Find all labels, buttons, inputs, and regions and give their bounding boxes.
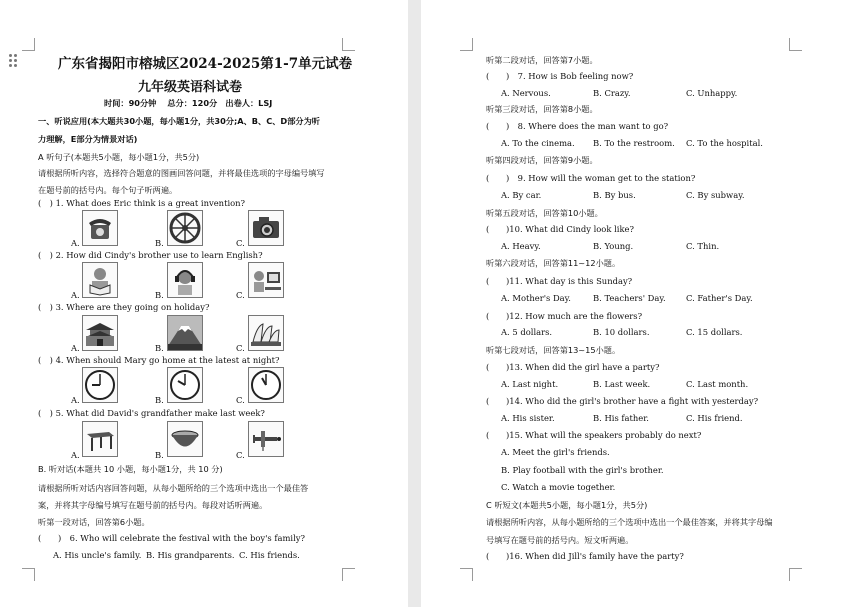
section-b-heading: B. 听对话(本题共 10 小题，每小题1分，共 10 分) xyxy=(38,464,223,474)
option-label: B. xyxy=(155,395,164,405)
answer-option: A. Mother's Day. xyxy=(501,293,571,303)
crop-mark xyxy=(789,568,802,581)
question-stem: ( )14. Who did the girl's brother have a fight with yesterday? xyxy=(486,396,759,406)
question-stem: ( ) 9. How will the woman get to the station? xyxy=(486,173,696,183)
exam-meta: 时间：90分钟 总分：120分 出卷人：LSJ xyxy=(104,98,273,108)
answer-option: A. His uncle's family. xyxy=(53,550,142,560)
question-stem: ( )10. What did Cindy look like? xyxy=(486,224,634,234)
option-label: C. xyxy=(236,450,245,460)
option-label: B. xyxy=(155,238,164,248)
answer-option: B. Teachers' Day. xyxy=(593,293,666,303)
answer-option: B. Play football with the girl's brother. xyxy=(501,465,664,475)
answer-option: B. Crazy. xyxy=(593,88,631,98)
section-heading: 听第六段对话，回答第11~12小题。 xyxy=(486,258,621,268)
section-b-instruction: 案，并将其字母编号填写在题号前的括号内。每段对话听两遍。 xyxy=(38,500,268,510)
answer-option: A. Last night. xyxy=(501,379,559,389)
question-stem: ( ) 8. Where does the man want to go? xyxy=(486,121,669,131)
option-label: A. xyxy=(71,343,80,353)
answer-option: C. Unhappy. xyxy=(686,88,738,98)
section-b-instruction: 请根据所听对话内容回答问题，从每小题所给的三个选项中选出一个最佳答 xyxy=(38,483,309,493)
section-a-heading: A 听句子(本题共5小题，每小题1分，共5分) xyxy=(38,152,200,162)
question-stem: ( )13. When did the girl have a party? xyxy=(486,362,660,372)
option-label: B. xyxy=(155,290,164,300)
option-label: A. xyxy=(71,290,80,300)
answer-option: B. His father. xyxy=(593,413,649,423)
part1-heading-line2: 力理解，E部分为情景对话) xyxy=(38,134,138,144)
opera-house-icon xyxy=(248,315,284,351)
section-heading: 听第三段对话，回答第8小题。 xyxy=(486,104,598,114)
answer-option: C. Watch a movie together. xyxy=(501,482,616,492)
dialog-heading: 听第一段对话，回答第6小题。 xyxy=(38,517,150,527)
boy-headphones-icon xyxy=(167,262,203,298)
option-label: A. xyxy=(71,395,80,405)
camera-icon xyxy=(248,210,284,246)
crop-mark xyxy=(22,38,35,51)
section-a-instruction: 请根据所听内容，选择符合题意的图画回答问题，并将最佳选项的字母编号填写 xyxy=(38,168,325,178)
question-stem: ( ) 7. How is Bob feeling now? xyxy=(486,71,634,81)
answer-option: B. Last week. xyxy=(593,379,651,389)
crop-mark xyxy=(789,38,802,51)
bowl-icon xyxy=(167,421,203,457)
mount-fuji-icon xyxy=(167,315,203,351)
question-stem: ( ) 3. Where are they going on holiday? xyxy=(38,302,210,312)
option-label: C. xyxy=(236,238,245,248)
section-heading: 听第七段对话，回答第13~15小题。 xyxy=(486,345,621,355)
question-stem: ( )12. How much are the flowers? xyxy=(486,311,643,321)
boy-computer-icon xyxy=(248,262,284,298)
section-heading: 听第二段对话，回答第7小题。 xyxy=(486,55,598,65)
question-stem: ( ) 1. What does Eric think is a great invention? xyxy=(38,198,246,208)
option-label: C. xyxy=(236,395,245,405)
exam-page-left xyxy=(0,0,408,607)
answer-option: A. Meet the girl's friends. xyxy=(501,447,610,457)
option-label: A. xyxy=(71,238,80,248)
part1-heading-line1: 一、听说应用(本大题共30小题，每小题1分，共30分;A、B、C、D部分为听 xyxy=(38,116,320,126)
exam-page-right xyxy=(421,0,866,607)
crop-mark xyxy=(460,568,473,581)
section-heading: 听第五段对话，回答第10小题。 xyxy=(486,208,603,218)
table-icon xyxy=(82,421,118,457)
answer-option: B. By bus. xyxy=(593,190,636,200)
answer-option: C. By subway. xyxy=(686,190,745,200)
question-stem: ( )15. What will the speakers probably do next? xyxy=(486,430,702,440)
exam-subtitle: 九年级英语科试卷 xyxy=(138,80,243,95)
answer-option: C. To the hospital. xyxy=(686,138,763,148)
answer-option: A. His sister. xyxy=(501,413,555,423)
answer-option: B. His grandparents. xyxy=(146,550,235,560)
drag-handle-icon[interactable] xyxy=(9,54,19,68)
question-stem: ( ) 6. Who will celebrate the festival with the boy's family? xyxy=(38,533,306,543)
question-stem: ( )11. What day is this Sunday? xyxy=(486,276,633,286)
answer-option: C. 15 dollars. xyxy=(686,327,743,337)
answer-option: A. Nervous. xyxy=(501,88,551,98)
answer-option: B. 10 dollars. xyxy=(593,327,650,337)
section-heading: 听第四段对话，回答第9小题。 xyxy=(486,155,598,165)
question-stem: ( ) 2. How did Cindy's brother use to learn English? xyxy=(38,250,263,260)
clock-nine-icon xyxy=(82,367,118,403)
exam-title: 广东省揭阳市榕城区2024-2025第1-7单元试卷 xyxy=(58,56,353,72)
option-label: C. xyxy=(236,343,245,353)
crop-mark xyxy=(22,568,35,581)
crop-mark xyxy=(342,38,355,51)
option-label: B. xyxy=(155,343,164,353)
crop-mark xyxy=(342,568,355,581)
telephone-icon xyxy=(82,210,118,246)
question-stem: ( ) 4. When should Mary go home at the latest at night? xyxy=(38,355,280,365)
clock-ten-icon xyxy=(167,367,203,403)
section-heading: 请根据所听内容，从每小题所给的三个选项中选出一个最佳答案，并将其字母编 xyxy=(486,517,773,527)
answer-option: C. Father's Day. xyxy=(686,293,753,303)
answer-option: C. Last month. xyxy=(686,379,749,389)
answer-option: C. Thin. xyxy=(686,241,720,251)
option-label: A. xyxy=(71,450,80,460)
wheel-icon xyxy=(167,210,203,246)
option-label: B. xyxy=(155,450,164,460)
section-a-instruction: 在题号前的括号内。每个句子听两遍。 xyxy=(38,185,178,195)
answer-option: A. 5 dollars. xyxy=(501,327,553,337)
plane-icon xyxy=(248,421,284,457)
answer-option: B. Young. xyxy=(593,241,634,251)
answer-option: B. To the restroom. xyxy=(593,138,675,148)
question-stem: ( ) 5. What did David's grandfather make last week? xyxy=(38,408,265,418)
tiananmen-icon xyxy=(82,315,118,351)
answer-option: A. Heavy. xyxy=(501,241,541,251)
section-heading: 号填写在题号前的括号内。短文听两遍。 xyxy=(486,535,634,545)
answer-option: A. To the cinema. xyxy=(501,138,575,148)
question-stem: ( )16. When did Jill's family have the party? xyxy=(486,551,684,561)
answer-option: C. His friend. xyxy=(686,413,743,423)
crop-mark xyxy=(460,38,473,51)
clock-eleven-icon xyxy=(248,367,284,403)
answer-option: C. His friends. xyxy=(239,550,300,560)
answer-option: A. By car. xyxy=(501,190,542,200)
section-heading: C 听短文(本题共5小题，每小题1分，共5分) xyxy=(486,500,648,510)
boy-reading-icon xyxy=(82,262,118,298)
option-label: C. xyxy=(236,290,245,300)
